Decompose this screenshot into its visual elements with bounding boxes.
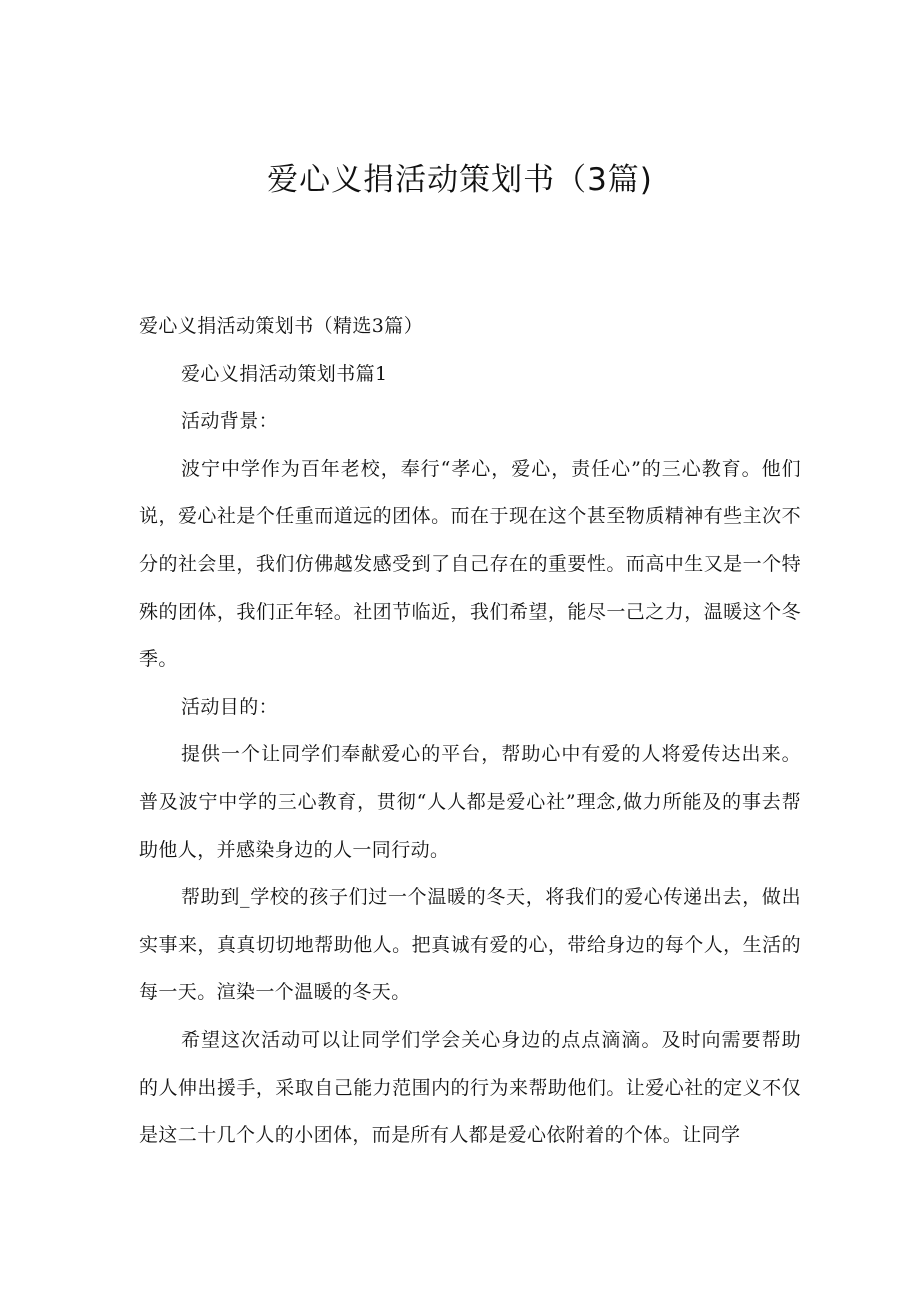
- background-label: 活动背景：: [181, 410, 279, 433]
- document-subtitle: 爱心义捐活动策划书（精选3篇）: [139, 315, 424, 337]
- background-paragraph: 波宁中学作为百年老校，奉行“孝心，爱心，责任心”的三心教育。他们说，爱心社是个任重而道远的团体。而在于现在这个甚至物质精神有些主次不分的社会里，我们仿佛越发感受到了自己存在的重要性。而高中生又是一个特殊的团体，我们正年轻。社团节临近，我们希望，能尽一己之力，温暖这个冬季。: [139, 457, 801, 671]
- purpose-paragraph-2: 帮助到_学校的孩子们过一个温暖的冬天，将我们的爱心传递出去，做出实事来，真真切切地帮助他人。把真诚有爱的心，带给身边的每个人，生活的每一天。渲染一个温暖的冬天。: [139, 886, 801, 1004]
- section-heading: 爱心义捐活动策划书篇1: [181, 362, 388, 385]
- purpose-paragraph-3: 希望这次活动可以让同学们学会关心身边的点点滴滴。及时向需要帮助的人伸出援手，采取自己能力范围内的行为来帮助他们。让爱心社的定义不仅是这二十几个人的小团体，而是所有人都是爱心依附着的个体。让同学: [139, 1028, 801, 1147]
- purpose-label: 活动目的：: [181, 695, 279, 718]
- purpose-paragraph-1: 提供一个让同学们奉献爱心的平台，帮助心中有爱的人将爱传达出来。普及波宁中学的三心教育，贯彻“人人都是爱心社”理念,做力所能及的事去帮助他人，并感染身边的人一同行动。: [139, 743, 801, 861]
- document-title: 爱心义捐活动策划书（3篇): [267, 162, 653, 198]
- document-body: [139, 303, 801, 1160]
